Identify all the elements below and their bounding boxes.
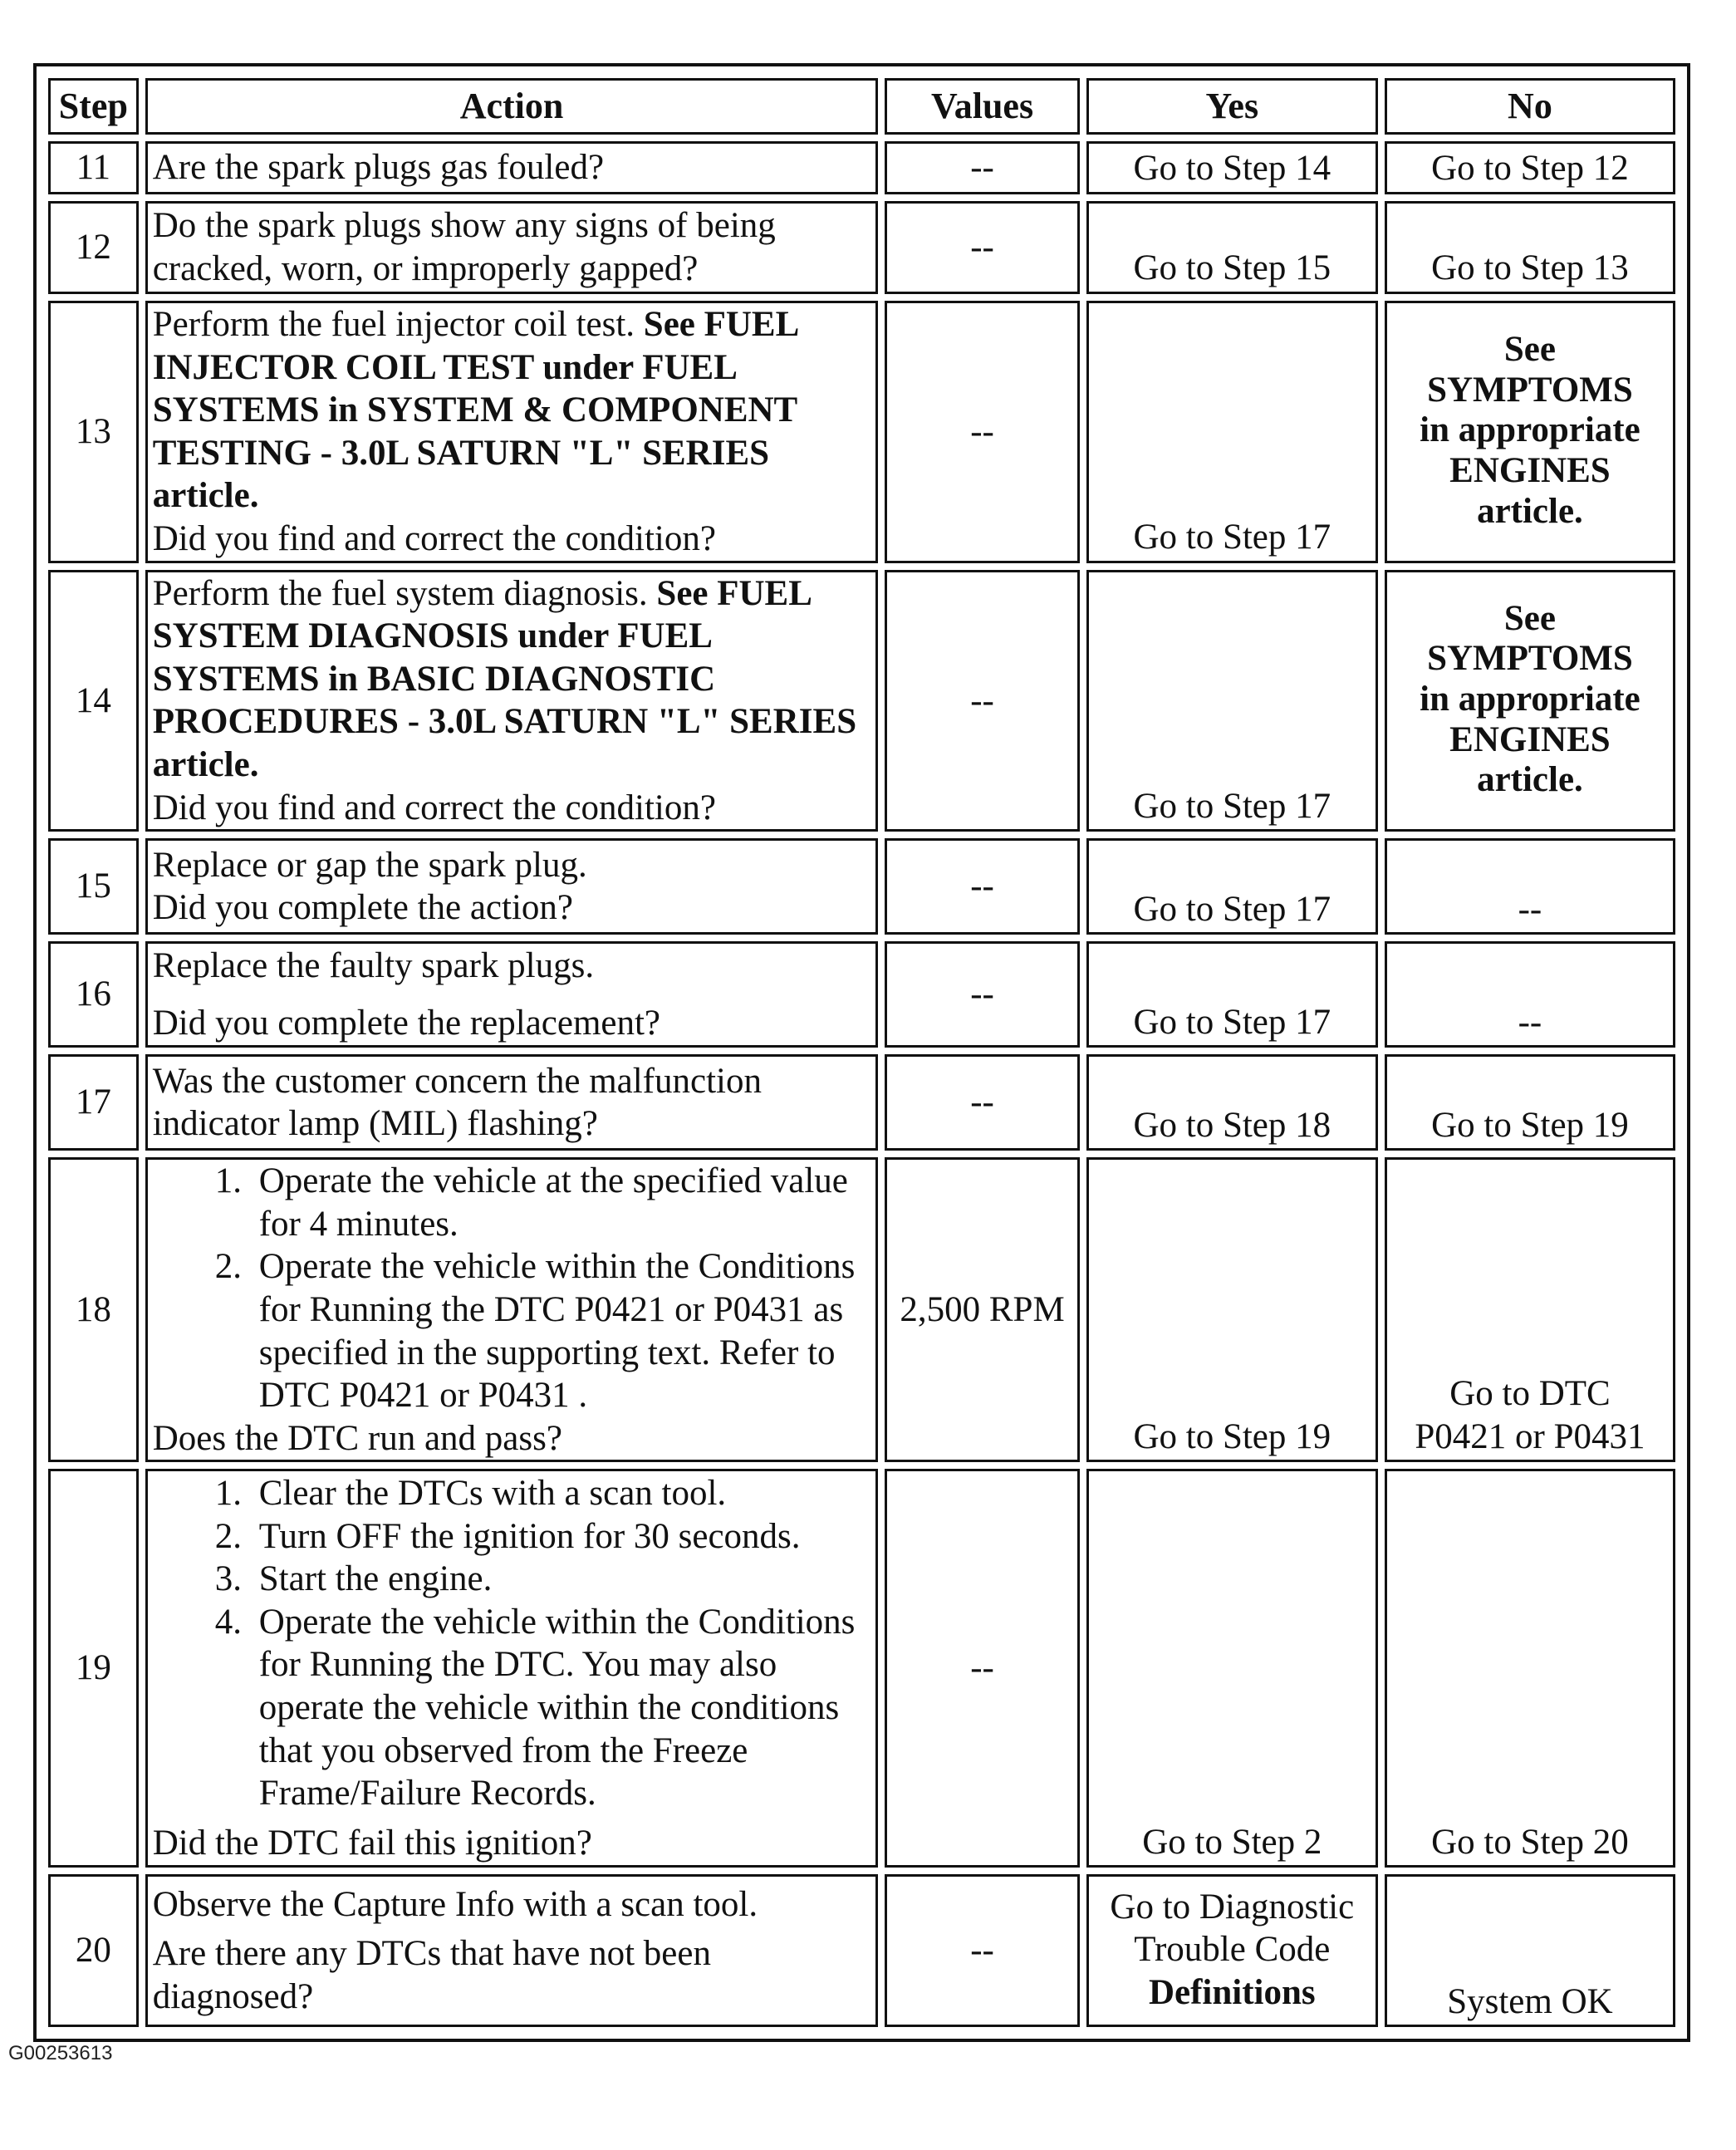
- step-number: 12: [48, 201, 139, 294]
- action-instruction: [153, 572, 871, 787]
- table-row: [48, 941, 1675, 1048]
- no-line: in appropriate: [1420, 680, 1640, 719]
- action-steps-list: [153, 1472, 871, 1815]
- action-cell: [145, 301, 879, 563]
- step-number: 19: [48, 1469, 139, 1868]
- values-cell: --: [885, 1054, 1079, 1151]
- table-row: [48, 1874, 1675, 2027]
- step-number: 16: [48, 941, 139, 1048]
- no-line: article.: [1477, 760, 1583, 800]
- no-cell: --: [1385, 941, 1675, 1048]
- no-cell: System OK: [1385, 1874, 1675, 2027]
- no-line: SYMPTOMS: [1427, 370, 1633, 410]
- no-cell: Go to Step 13: [1385, 201, 1675, 294]
- action-text: Observe the Capture Info with a scan tool.: [152, 1884, 758, 1924]
- action-intro: Perform the fuel injector coil test.: [152, 305, 644, 344]
- table-row: [48, 141, 1675, 194]
- action-text: Are there any DTCs that have not been: [152, 1934, 711, 1974]
- yes-cell: Go to Step 17: [1086, 570, 1378, 832]
- action-cell: [145, 941, 879, 1048]
- no-cell: Go to Step 19: [1385, 1054, 1675, 1151]
- header-row: [48, 78, 1675, 135]
- values-cell: --: [885, 838, 1079, 935]
- figure-id: G00253613: [8, 2042, 113, 2064]
- yes-cell: Go to Step 17: [1086, 838, 1378, 935]
- list-item: 4. Operate the vehicle within the Conditions for Running the DTC. You may also operate the vehicle within the conditions that you observed from the Freeze Frame/Failure Records.: [251, 1601, 871, 1815]
- action-text: Did you complete the replacement?: [152, 1004, 661, 1043]
- list-item: 2. Turn OFF the ignition for 30 seconds.: [251, 1515, 871, 1559]
- table-row: [48, 1054, 1675, 1151]
- no-cell: [1385, 1157, 1675, 1462]
- action-instruction: [153, 303, 871, 518]
- action-cell: [145, 1054, 879, 1151]
- action-cell: [145, 1157, 879, 1462]
- header-action: Action: [145, 78, 879, 135]
- yes-cell: Go to Step 19: [1086, 1157, 1378, 1462]
- action-text: Did you complete the action?: [152, 888, 573, 928]
- step-number: 18: [48, 1157, 139, 1462]
- no-line: Go to DTC: [1449, 1374, 1611, 1414]
- no-line: ENGINES: [1449, 719, 1611, 759]
- no-cell: --: [1385, 838, 1675, 935]
- action-cell: [145, 838, 879, 935]
- action-text: indicator lamp (MIL) flashing?: [152, 1104, 598, 1144]
- yes-line: Go to Diagnostic: [1110, 1887, 1355, 1927]
- no-line: article.: [1477, 491, 1583, 531]
- step-number: 14: [48, 570, 139, 832]
- values-cell: --: [885, 570, 1079, 832]
- step-number: 13: [48, 301, 139, 563]
- table-row: [48, 838, 1675, 935]
- values-cell: --: [885, 301, 1079, 563]
- values-cell: --: [885, 201, 1079, 294]
- list-item: 1. Operate the vehicle at the specified value for 4 minutes.: [251, 1160, 871, 1245]
- action-text: Replace the faulty spark plugs.: [152, 945, 595, 985]
- action-cell: [145, 201, 879, 294]
- values-cell: --: [885, 141, 1079, 194]
- no-line: in appropriate: [1420, 410, 1640, 450]
- yes-cell: Go to Step 15: [1086, 201, 1378, 294]
- yes-cell: Go to Step 2: [1086, 1469, 1378, 1868]
- action-intro: Perform the fuel system diagnosis.: [152, 573, 657, 613]
- yes-cell: Go to Step 17: [1086, 301, 1378, 563]
- action-cell: [145, 1874, 879, 2027]
- header-values: Values: [885, 78, 1079, 135]
- list-item: 1. Clear the DTCs with a scan tool.: [251, 1472, 871, 1515]
- action-cell: [145, 141, 879, 194]
- no-cell: Go to Step 12: [1385, 141, 1675, 194]
- step-number: 11: [48, 141, 139, 194]
- table-row: [48, 201, 1675, 294]
- no-cell: Go to Step 20: [1385, 1469, 1675, 1868]
- values-cell: --: [885, 1469, 1079, 1868]
- see-symptoms-reference: [1392, 599, 1668, 801]
- table-row: [48, 301, 1675, 563]
- list-item: 3. Start the engine.: [251, 1558, 871, 1601]
- diagnostic-table: [42, 71, 1682, 2034]
- action-text: Replace or gap the spark plug.: [152, 845, 587, 885]
- action-text: Are the spark plugs gas fouled?: [152, 148, 605, 188]
- diagnostic-table-frame: [33, 63, 1690, 2042]
- action-question: Did you find and correct the condition?: [152, 788, 716, 827]
- action-question: Did you find and correct the condition?: [152, 518, 716, 558]
- list-item: 2. Operate the vehicle within the Conditions for Running the DTC P0421 or P0431 as specified in the supporting text. Refer to DTC P0421 or P0431 .: [251, 1245, 871, 1416]
- action-cell: [145, 570, 879, 832]
- no-cell: [1385, 301, 1675, 563]
- action-text: Was the customer concern the malfunction: [152, 1061, 762, 1101]
- step-number: 17: [48, 1054, 139, 1151]
- header-yes: Yes: [1086, 78, 1378, 135]
- yes-cell: Go to Step 18: [1086, 1054, 1378, 1151]
- yes-cell: Go to Step 14: [1086, 141, 1378, 194]
- header-step: Step: [48, 78, 139, 135]
- yes-line: Trouble Code: [1134, 1930, 1331, 1970]
- table-row: [48, 1157, 1675, 1462]
- action-text: cracked, worn, or improperly gapped?: [152, 249, 699, 288]
- values-cell: --: [885, 1874, 1079, 2027]
- table-row: [48, 1469, 1675, 1868]
- action-reference: See FUEL INJECTOR COIL TEST under FUEL SYSTEMS in SYSTEM & COMPONENT TESTING - 3.0L SATURN "L" SERIES article.: [152, 305, 797, 516]
- action-text: diagnosed?: [152, 1977, 314, 2017]
- action-steps-list: [153, 1160, 871, 1417]
- action-cell: [145, 1469, 879, 1868]
- yes-cell: [1086, 1874, 1378, 2027]
- values-cell: --: [885, 941, 1079, 1048]
- see-symptoms-reference: [1392, 330, 1668, 532]
- action-question: Does the DTC run and pass?: [152, 1418, 562, 1458]
- action-reference: See FUEL SYSTEM DIAGNOSIS under FUEL SYSTEMS in BASIC DIAGNOSTIC PROCEDURES - 3.0L SATURN "L" SERIES article.: [152, 573, 857, 784]
- no-line: SYMPTOMS: [1427, 639, 1633, 679]
- step-number: 20: [48, 1874, 139, 2027]
- step-number: 15: [48, 838, 139, 935]
- action-question: Did the DTC fail this ignition?: [152, 1823, 592, 1863]
- no-line: See: [1503, 330, 1556, 370]
- no-line: See: [1503, 598, 1556, 638]
- no-line: ENGINES: [1449, 451, 1611, 491]
- values-cell: 2,500 RPM: [885, 1157, 1079, 1462]
- table-row: [48, 570, 1675, 832]
- action-text: Do the spark plugs show any signs of being: [152, 206, 776, 246]
- header-no: No: [1385, 78, 1675, 135]
- no-cell: [1385, 570, 1675, 832]
- no-line: P0421 or P0431: [1415, 1416, 1645, 1456]
- yes-cell: Go to Step 17: [1086, 941, 1378, 1048]
- yes-line: Definitions: [1148, 1973, 1316, 2013]
